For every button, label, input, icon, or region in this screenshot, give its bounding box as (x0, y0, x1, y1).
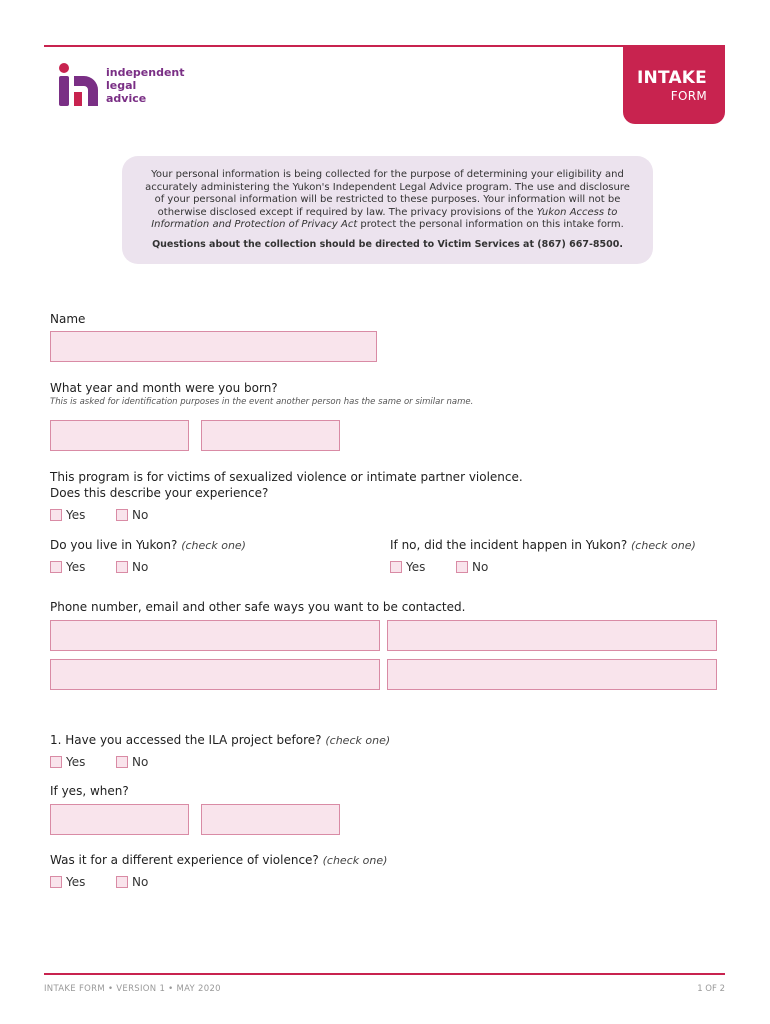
intake-badge (623, 46, 725, 124)
incident-label: If no, did the incident happen in Yukon? (390, 538, 628, 552)
yukon-no-checkbox[interactable] (116, 561, 128, 573)
option-label: No (472, 560, 489, 574)
option-label: No (132, 560, 149, 574)
birth-label: What year and month were you born? (50, 381, 278, 395)
contact-field-3[interactable] (50, 659, 380, 690)
yukon-no-option[interactable] (116, 560, 148, 574)
bottom-rule (44, 973, 725, 975)
option-label: No (132, 755, 149, 769)
ila-logo-icon (56, 62, 102, 110)
check-one-hint: (check one) (631, 539, 696, 552)
footer-version: INTAKE FORM • VERSION 1 • MAY 2020 (44, 984, 221, 994)
ila-yes-checkbox[interactable] (50, 756, 62, 768)
ila-no-checkbox[interactable] (116, 756, 128, 768)
footer-page-number: 1 OF 2 (697, 984, 725, 994)
check-one-hint: (check one) (322, 854, 388, 867)
ila-yes-option[interactable] (50, 755, 85, 769)
incident-no-checkbox[interactable] (456, 561, 468, 573)
contact-label: Phone number, email and other safe ways you want to be contacted. (50, 600, 466, 614)
option-label: No (132, 875, 149, 889)
diff-no-option[interactable] (116, 875, 148, 889)
diff-question (50, 853, 387, 867)
ila-no-option[interactable] (116, 755, 148, 769)
birth-month-field[interactable] (201, 420, 340, 451)
incident-question (390, 538, 696, 552)
yukon-yes-checkbox[interactable] (50, 561, 62, 573)
incident-no-option[interactable] (456, 560, 488, 574)
program-yes-option[interactable] (50, 508, 85, 522)
contact-field-2[interactable] (387, 620, 717, 651)
notice-questions: Questions about the collection should be directed to Victim Services at (867) 667-8500. (152, 238, 623, 250)
check-one-hint: (check one) (181, 539, 246, 552)
name-field[interactable] (50, 331, 377, 362)
notice-text-start: Your personal information is being collected for the purpose of determining your eligibility and accurately administering the Yukon's Independent Legal Advice program. The use and disclosure of your personal information will be restricted to these purposes. Your information will not be otherwise disclosed except if required by law. The privacy provisions of the (145, 169, 630, 218)
badge-title: INTAKE (637, 68, 707, 88)
contact-field-1[interactable] (50, 620, 380, 651)
contact-field-4[interactable] (387, 659, 717, 690)
privacy-notice (122, 156, 653, 264)
ila-when-field-2[interactable] (201, 804, 340, 835)
ila-when-field-1[interactable] (50, 804, 189, 835)
birth-note: This is asked for identification purposes in the event another person has the same or similar name. (50, 397, 474, 407)
notice-text-end: protect the personal information on this intake form. (357, 219, 624, 230)
program-no-checkbox[interactable] (116, 509, 128, 521)
badge-subtitle: FORM (670, 89, 707, 103)
diff-label: Was it for a different experience of violence? (50, 853, 319, 867)
diff-yes-option[interactable] (50, 875, 85, 889)
diff-no-checkbox[interactable] (116, 876, 128, 888)
incident-yes-option[interactable] (390, 560, 425, 574)
yukon-question (50, 538, 246, 552)
program-yes-checkbox[interactable] (50, 509, 62, 521)
incident-yes-checkbox[interactable] (390, 561, 402, 573)
option-label: No (132, 508, 149, 522)
program-no-option[interactable] (116, 508, 148, 522)
diff-yes-checkbox[interactable] (50, 876, 62, 888)
logo-text (106, 66, 185, 105)
option-label: Yes (66, 755, 86, 769)
check-one-hint: (check one) (325, 734, 391, 747)
option-label: Yes (66, 875, 86, 889)
option-label: Yes (406, 560, 426, 574)
logo-wordmark: independent legal advice (106, 66, 185, 105)
name-label: Name (50, 312, 86, 326)
ila-when-label: If yes, when? (50, 784, 129, 798)
birth-year-field[interactable] (50, 420, 189, 451)
program-question-line1: This program is for victims of sexualized violence or intimate partner violence. (50, 470, 523, 484)
yukon-yes-option[interactable] (50, 560, 85, 574)
option-label: Yes (66, 560, 86, 574)
program-question-line2: Does this describe your experience? (50, 486, 269, 500)
option-label: Yes (66, 508, 86, 522)
ila-label: 1. Have you accessed the ILA project before? (50, 733, 322, 747)
act-name: Yukon Access to Information and Protection of Privacy Act (151, 206, 618, 230)
yukon-label: Do you live in Yukon? (50, 538, 178, 552)
ila-question (50, 733, 390, 747)
privacy-notice-body (122, 156, 653, 251)
